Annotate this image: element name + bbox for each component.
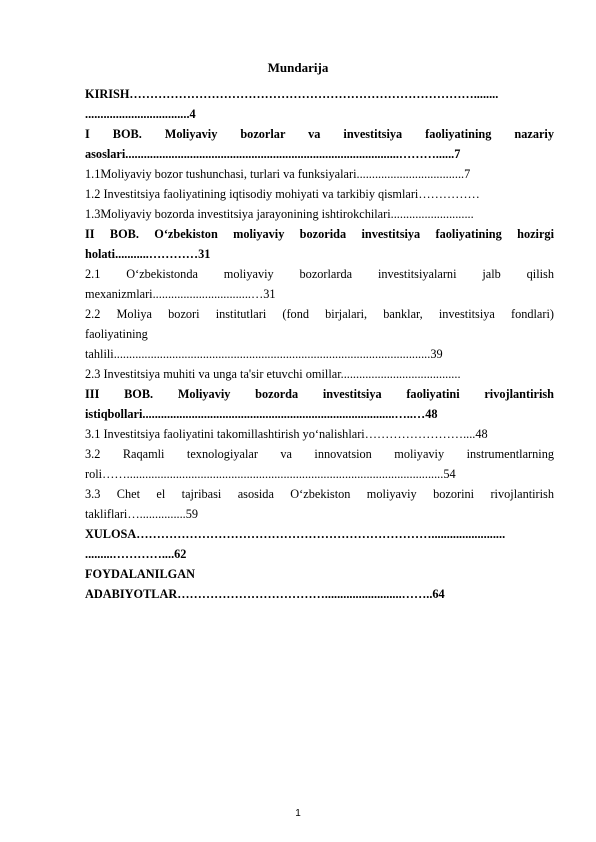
toc-entry[interactable] — [85, 224, 554, 264]
toc-line: asoslari.........................................................................................………......7 — [85, 147, 461, 161]
toc-line: ..................................4 — [85, 107, 196, 121]
toc-entry[interactable] — [85, 164, 554, 184]
toc-line: KIRISH…………………………………………………………………………........ — [85, 87, 499, 101]
toc-entry[interactable] — [85, 304, 554, 364]
toc-line: 1.1Moliyaviy bozor tushunchasi, turlari va funksiyalari...................................7 — [85, 167, 471, 181]
toc-line: 3.3 Chet el tajribasi asosida O‘zbekiston moliyaviy bozorini rivojlantirish — [85, 487, 554, 501]
toc-line: III BOB. Moliyaviy bozorda investitsiya faoliyatini rivojlantirish — [85, 387, 554, 401]
toc-line: faoliyatining — [85, 327, 148, 341]
toc-line: istiqbollari..................................................................................…..…48 — [85, 407, 438, 421]
toc-line: takliflari…...............59 — [85, 507, 199, 521]
toc-entry[interactable] — [85, 204, 554, 224]
toc-line: 2.2 Moliya bozori institutlari (fond birjalari, banklar, investitsiya fondlari) — [85, 307, 554, 321]
toc-entry[interactable] — [85, 184, 554, 204]
toc-line: mexanizmlari................................…31 — [85, 287, 276, 301]
toc-line: .........…………....62 — [85, 547, 187, 561]
table-of-contents — [85, 84, 554, 604]
toc-line: 3.1 Investitsiya faoliyatini takomillashtirish yo‘nalishlari……………………....48 — [85, 427, 488, 441]
toc-entry[interactable] — [85, 364, 554, 384]
toc-entry[interactable] — [85, 84, 554, 124]
toc-line: 2.3 Investitsiya muhiti va unga ta'sir etuvchi omillar....................................... — [85, 367, 461, 381]
toc-entry[interactable] — [85, 484, 554, 524]
toc-entry[interactable] — [85, 564, 554, 604]
toc-line: holati...........…………31 — [85, 247, 211, 261]
toc-line: 1.3Moliyaviy bozorda investitsiya jarayonining ishtirokchilari........................... — [85, 207, 474, 221]
toc-entry[interactable] — [85, 264, 554, 304]
toc-entry[interactable] — [85, 444, 554, 484]
toc-line: 1.2 Investitsiya faoliyatining iqtisodiy mohiyati va tarkibiy qismlari…………… — [85, 187, 480, 201]
toc-entry[interactable] — [85, 384, 554, 424]
toc-line: 3.2 Raqamli texnologiyalar va innovatsion moliyaviy instrumentlarning — [85, 447, 554, 461]
toc-line: II BOB. O‘zbekiston moliyaviy bozorida investitsiya faoliyatining hozirgi — [85, 227, 554, 241]
toc-line: FOYDALANILGAN — [85, 567, 195, 581]
toc-line: ADABIYOTLAR……………………………….........................……..64 — [85, 587, 445, 601]
toc-line: 2.1 O‘zbekistonda moliyaviy bozorlarda investitsiyalarni jalb qilish — [85, 267, 554, 281]
page-number: 1 — [295, 808, 301, 819]
toc-line: I BOB. Moliyaviy bozorlar va investitsiya faoliyatining nazariy — [85, 127, 554, 141]
toc-entry[interactable] — [85, 524, 554, 564]
page-title: Mundarija — [267, 60, 329, 75]
toc-line: tahlili.......................................................................................................39 — [85, 347, 443, 361]
toc-entry[interactable] — [85, 124, 554, 164]
toc-line: XULOSA………………………………………………………………........................ — [85, 527, 506, 541]
toc-entry[interactable] — [85, 424, 554, 444]
toc-line: roli…….......................................................................................................54 — [85, 467, 456, 481]
